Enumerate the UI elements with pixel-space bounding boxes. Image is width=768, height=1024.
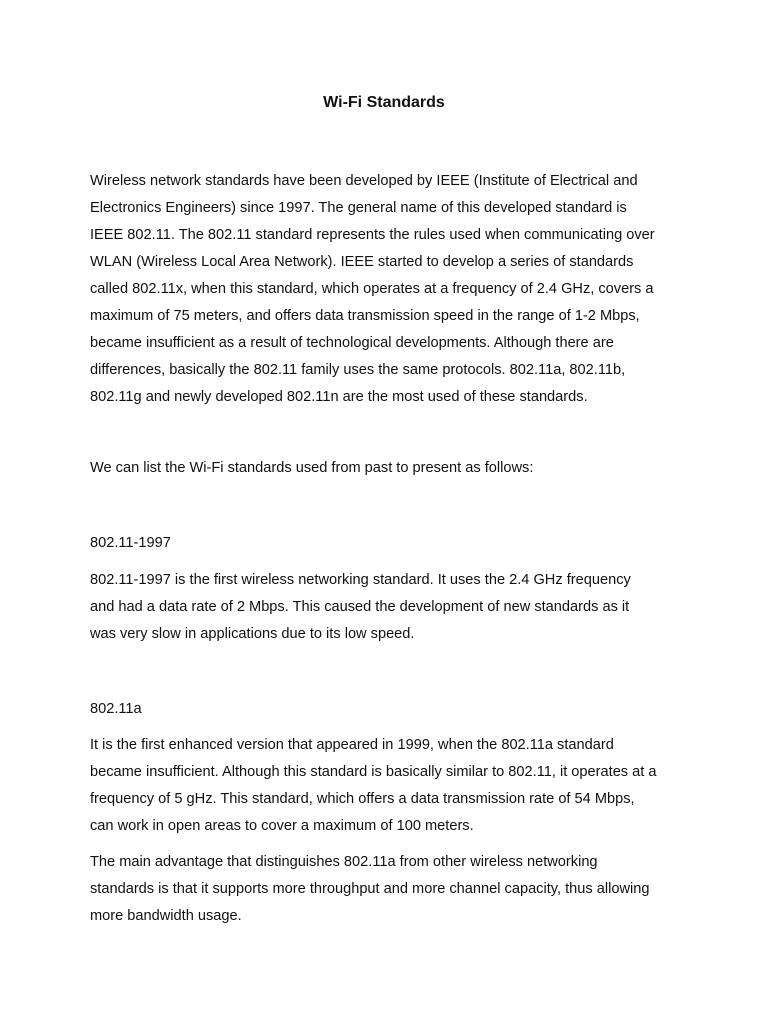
text-line: can work in open areas to cover a maximum of 100 meters. xyxy=(90,818,474,834)
page-title: Wi-Fi Standards xyxy=(323,94,445,111)
section-paragraph-802-11a-1 xyxy=(90,732,690,840)
text-line: standards is that it supports more throughput and more channel capacity, thus allowing xyxy=(90,881,650,897)
text-line: The main advantage that distinguishes 802.11a from other wireless networking xyxy=(90,854,598,870)
section-paragraph-802-11-1997 xyxy=(90,567,690,648)
text-line: It is the first enhanced version that appeared in 1999, when the 802.11a standard xyxy=(90,737,614,753)
text-line: IEEE 802.11. The 802.11 standard represents the rules used when communicating over xyxy=(90,227,655,243)
text-line: became insufficient as a result of technological developments. Although there are xyxy=(90,335,614,351)
section-heading-802-11a: 802.11a xyxy=(90,701,142,717)
text-line: became insufficient. Although this standard is basically similar to 802.11, it operates at a xyxy=(90,764,657,780)
intro-paragraph xyxy=(90,168,690,411)
section-paragraph-802-11a-2 xyxy=(90,849,690,930)
text-line: was very slow in applications due to its low speed. xyxy=(90,626,415,642)
text-line: more bandwidth usage. xyxy=(90,908,242,924)
text-line: WLAN (Wireless Local Area Network). IEEE started to develop a series of standards xyxy=(90,254,634,270)
section-heading-802-11-1997: 802.11-1997 xyxy=(90,535,171,551)
text-line: and had a data rate of 2 Mbps. This caused the development of new standards as it xyxy=(90,599,630,615)
text-line: maximum of 75 meters, and offers data transmission speed in the range of 1-2 Mbps, xyxy=(90,308,640,324)
text-line: Wireless network standards have been developed by IEEE (Institute of Electrical and xyxy=(90,173,638,189)
list-intro-paragraph: We can list the Wi-Fi standards used from past to present as follows: xyxy=(90,460,534,476)
text-line: differences, basically the 802.11 family uses the same protocols. 802.11a, 802.11b, xyxy=(90,362,626,378)
text-line: Electronics Engineers) since 1997. The general name of this developed standard is xyxy=(90,200,627,216)
text-line: 802.11-1997 is the first wireless networking standard. It uses the 2.4 GHz frequency xyxy=(90,572,631,588)
text-line: called 802.11x, when this standard, which operates at a frequency of 2.4 GHz, covers a xyxy=(90,281,654,297)
text-line: 802.11g and newly developed 802.11n are the most used of these standards. xyxy=(90,389,588,405)
text-line: frequency of 5 gHz. This standard, which offers a data transmission rate of 54 Mbps, xyxy=(90,791,635,807)
